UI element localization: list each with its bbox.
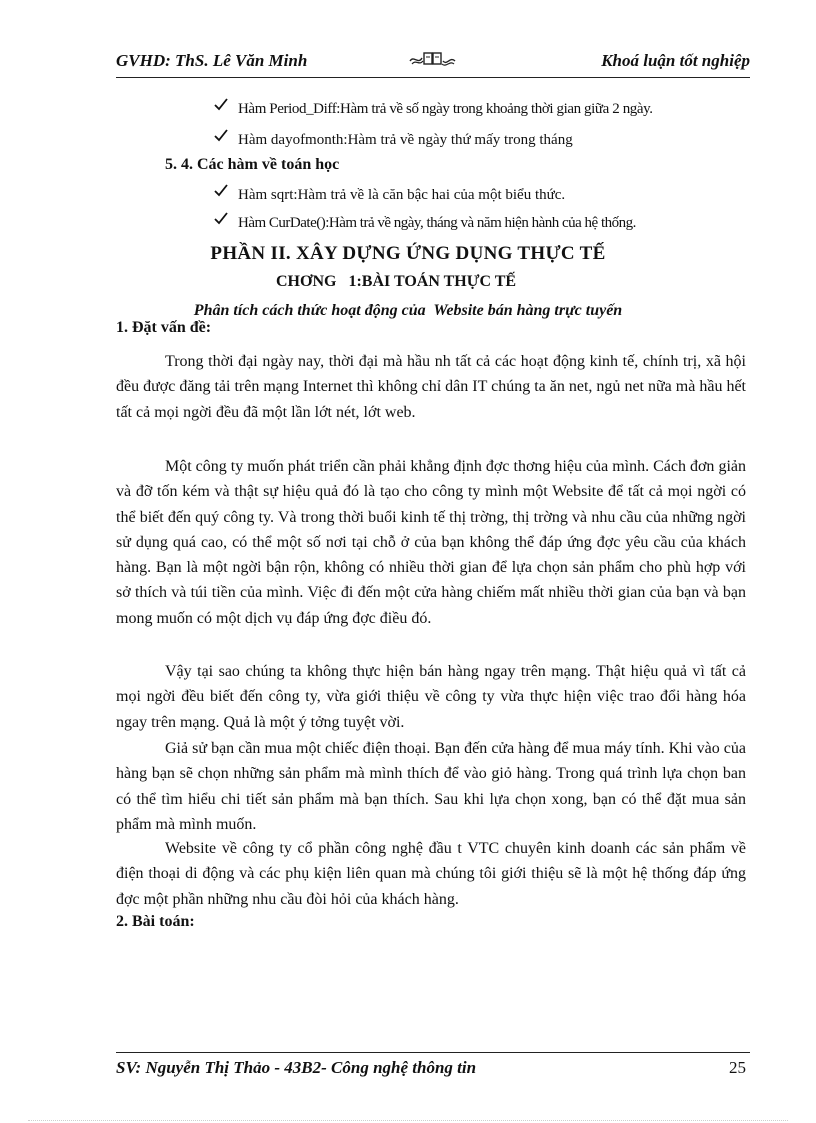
bullet-item bbox=[214, 131, 573, 149]
bullet-text: Hàm CurDate():Hàm trả về ngày, tháng và năm hiện hành của hệ thống. bbox=[238, 215, 636, 231]
section-heading: 5. 4. Các hàm về toán học bbox=[165, 156, 340, 173]
bullet-text: Hàm Period_Diff:Hàm trả về số ngày trong khoảng thời gian giữa 2 ngày. bbox=[238, 101, 653, 117]
checkmark-icon bbox=[214, 98, 228, 111]
bullet-item bbox=[214, 100, 653, 118]
paragraph: Một công ty muốn phát triển cần phải khẳng định đợc thơng hiệu của mình. Cách đơn giản và đỡ tốn kém và thật sự hiệu quả đó là tạo cho công ty mình một Website để tất cả mọi ngời có thể biết đến quý công ty. Và trong thời buổi kinh tế thị trờng, thị trờng và nhu cầu của những ngời sử dụng quá cao, có thể một số nơi tại chỗ ở của bạn không thể đáp ứng đợc yêu cầu của khách hàng. Bạn là một ngời bận rộn, không có nhiều thời gian để lựa chọn sản phẩm cho phù hợp với sở thích và túi tiền của mình. Việc đi đến một cửa hàng chiếm mất nhiều thời gian của bạn và bạn mong muốn có một dịch vụ đáp ứng đợc điều đó. bbox=[116, 458, 746, 627]
header-doc-type: Khoá luận tốt nghiệp bbox=[601, 51, 750, 70]
bullet-item bbox=[214, 214, 636, 232]
page-edge-dotted-line bbox=[28, 1120, 788, 1121]
paragraph: Vậy tại sao chúng ta không thực hiện bán hàng ngay trên mạng. Thật hiệu quả vì tất cả mọi ngời đều biết đến công ty, vừa giới thiệu về công ty vừa thực hiện việc trao đổi hàng hóa ngay trên mạng. Quả là một ý tởng tuyệt vời. bbox=[116, 663, 746, 731]
header-divider bbox=[116, 77, 750, 78]
heading-dat-van-de: 1. Đặt vấn đề: bbox=[116, 319, 212, 336]
checkmark-icon bbox=[214, 212, 228, 225]
paragraph: Trong thời đại ngày nay, thời đại mà hầu nh tất cả các hoạt động kinh tế, chính trị, xã hội đều được đăng tải trên mạng Internet thì không chỉ dân IT chúng ta ăn net, ngủ net nữa mà hầu hết tất cả mọi ngời đều đã một lần lớt nét, lớt web. bbox=[116, 353, 746, 421]
chapter-title: CHƠNG 1:BÀI TOÁN THỰC TẾ bbox=[276, 273, 517, 290]
page-number: 25 bbox=[729, 1058, 746, 1077]
paragraph: Giả sử bạn cần mua một chiếc điện thoại. Bạn đến cửa hàng để mua máy tính. Khi vào của hàng bạn sẽ chọn những sản phẩm mà mình thích để vào giỏ hàng. Trong quá trình lựa chọn ban có thể tìm hiểu chi tiết sản phẩm mà bạn thích. Sau khi lựa chọn xong, bạn có thể đặt mua sản phẩm mà mình muốn. bbox=[116, 740, 746, 833]
book-ornament-icon bbox=[408, 49, 458, 69]
footer-divider bbox=[116, 1052, 750, 1053]
part-title: PHẦN II. XÂY DỰNG ỨNG DỤNG THỰC TẾ bbox=[210, 243, 606, 264]
bullet-text: Hàm dayofmonth:Hàm trả về ngày thứ mấy trong tháng bbox=[238, 132, 573, 148]
subtitle: Phân tích cách thức hoạt động của Website bán hàng trực tuyến bbox=[193, 302, 623, 319]
bullet-item bbox=[214, 186, 565, 204]
checkmark-icon bbox=[214, 184, 228, 197]
footer-student: SV: Nguyễn Thị Thảo - 43B2- Công nghệ thông tin bbox=[116, 1058, 477, 1077]
paragraph: Website về công ty cổ phần công nghệ đầu t VTC chuyên kinh doanh các sản phẩm về điện thoại di động và các phụ kiện liên quan mà chúng tôi giới thiệu sẽ là một hệ thống đáp ứng đợc một phần những nhu cầu đòi hỏi của khách hàng. bbox=[116, 840, 746, 908]
page-header bbox=[116, 49, 750, 73]
header-advisor: GVHD: ThS. Lê Văn Minh bbox=[116, 51, 308, 70]
checkmark-icon bbox=[214, 129, 228, 142]
heading-bai-toan: 2. Bài toán: bbox=[116, 913, 195, 930]
bullet-text: Hàm sqrt:Hàm trả về là căn bậc hai của một biểu thức. bbox=[238, 187, 566, 203]
